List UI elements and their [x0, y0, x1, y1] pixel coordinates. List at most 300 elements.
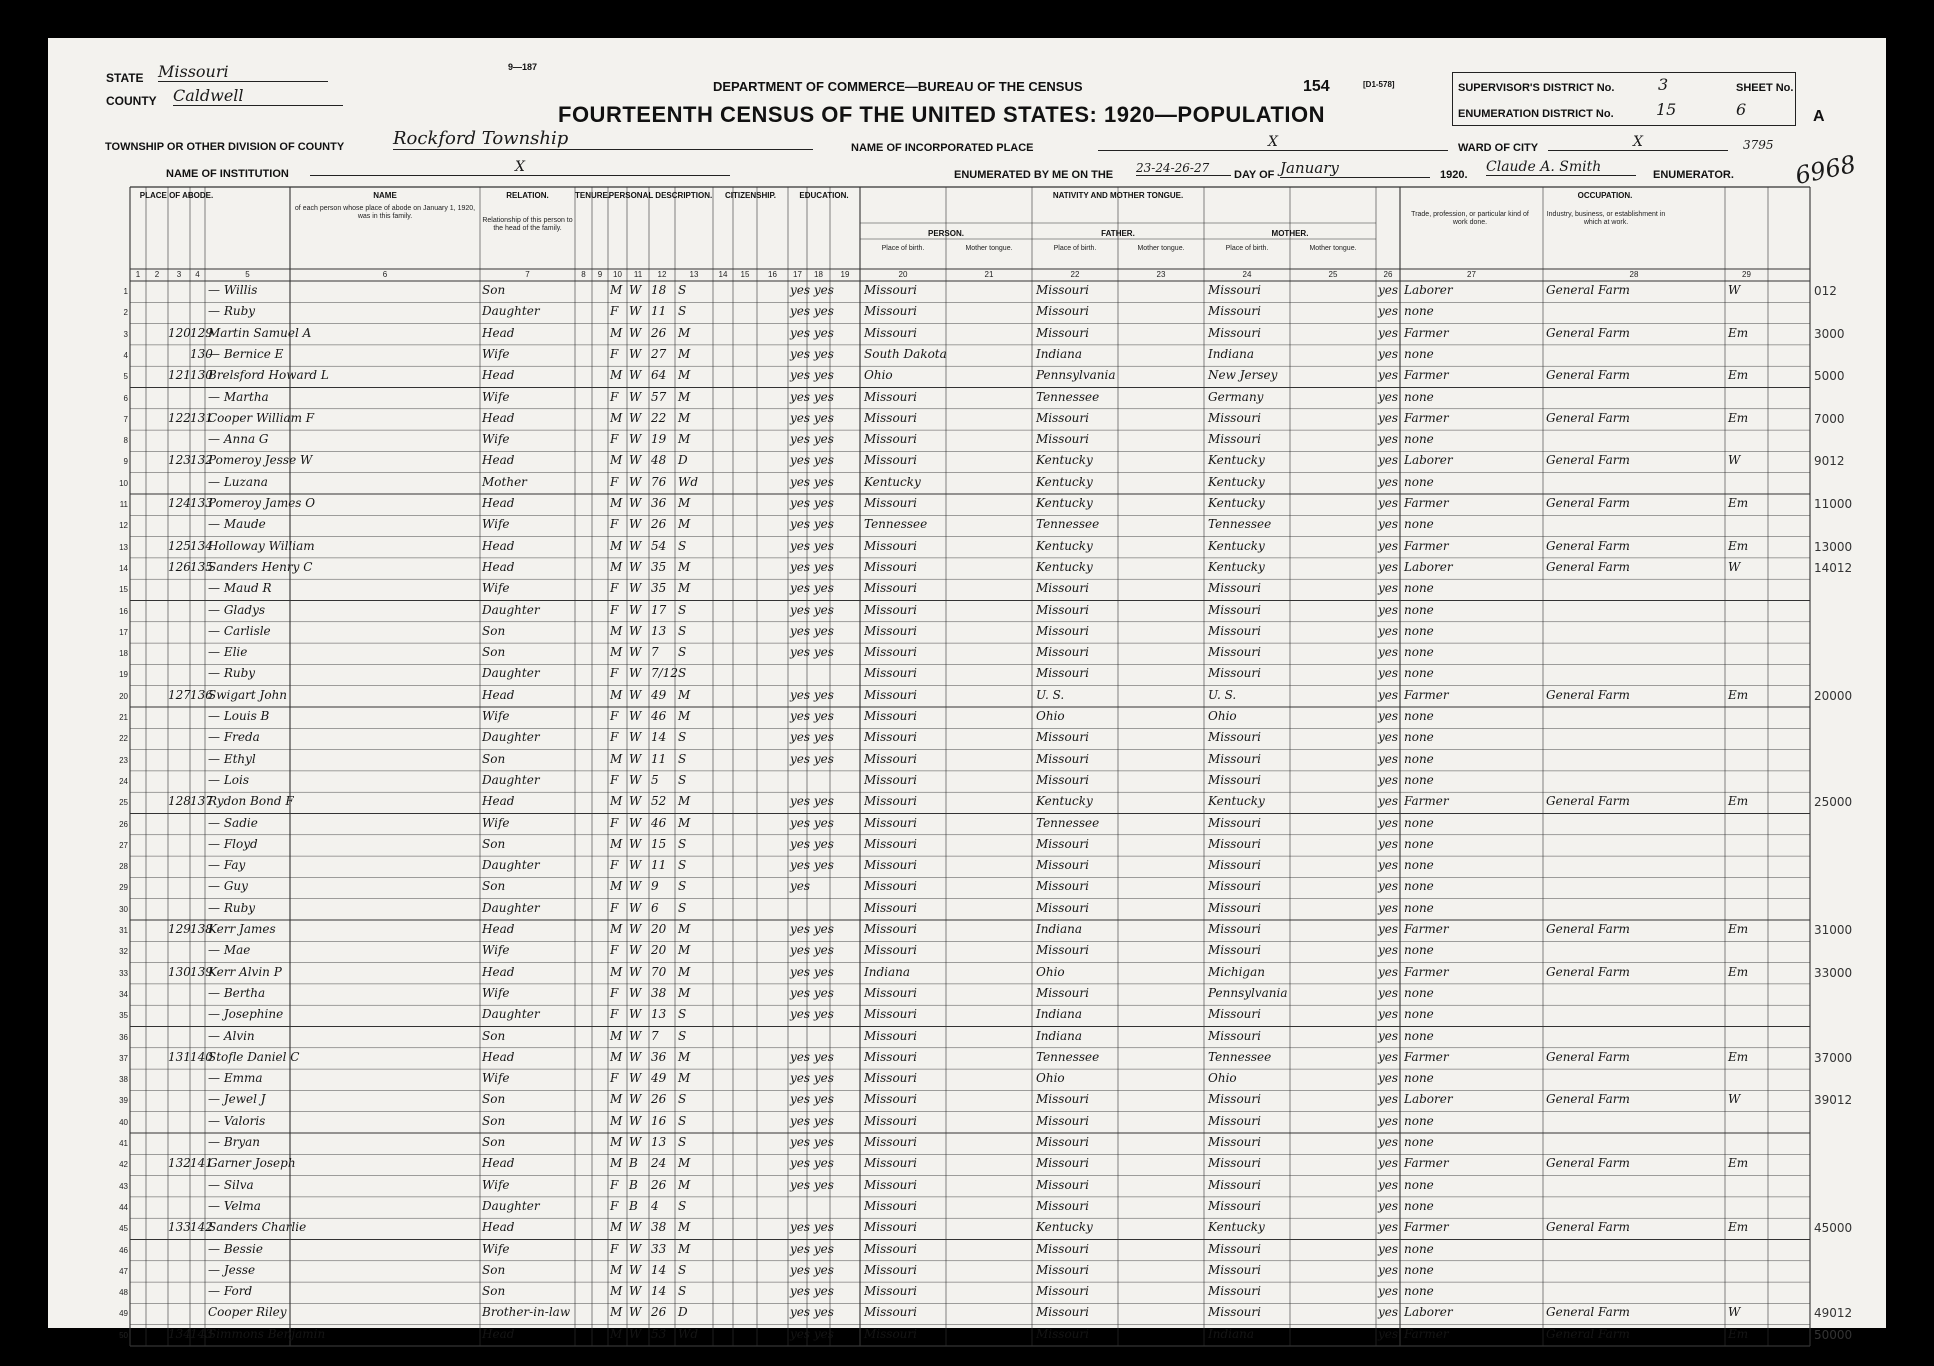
- cell-literacy: yes yes: [790, 858, 834, 873]
- cell-age: 27: [651, 346, 667, 361]
- cell-industry: General Farm: [1546, 1156, 1630, 1171]
- cell-industry: General Farm: [1546, 325, 1630, 340]
- cell-occupation: none: [1404, 1284, 1434, 1299]
- census-table: [119, 187, 1884, 1342]
- cell-literacy: yes yes: [790, 304, 834, 319]
- cell-industry: General Farm: [1546, 922, 1630, 936]
- header-father-pob: Place of birth.: [1053, 245, 1097, 252]
- cell-occupation: none: [1404, 751, 1434, 766]
- cell-literacy: yes yes: [790, 1007, 834, 1022]
- cell-industry: General Farm: [1546, 496, 1630, 510]
- cell-race: W: [629, 346, 642, 361]
- cell-age: 20: [651, 943, 667, 958]
- cell-relation: Head: [482, 559, 515, 574]
- cell-occupation: Farmer: [1404, 496, 1449, 510]
- cell-relation: Wife: [482, 389, 510, 404]
- row-number: 31: [119, 926, 128, 935]
- enumerator-label: ENUMERATOR.: [1653, 169, 1734, 181]
- cell-relation: Wife: [482, 943, 510, 958]
- cell-age: 13: [651, 1007, 667, 1022]
- cell-industry: General Farm: [1546, 1326, 1630, 1341]
- row-number: 41: [119, 1139, 128, 1148]
- cell-name: Swigart John: [208, 687, 288, 702]
- column-number: 2: [154, 270, 160, 279]
- cell-name: Pomeroy Jesse W: [208, 453, 313, 468]
- cell-mother-birthplace: Missouri: [1208, 1028, 1261, 1043]
- cell-name: Sanders Charlie: [208, 1220, 307, 1235]
- column-number: 23: [1156, 270, 1166, 279]
- township-label: TOWNSHIP OR OTHER DIVISION OF COUNTY: [105, 141, 345, 153]
- cell-mother-birthplace: Missouri: [1208, 410, 1261, 425]
- cell-literacy: yes yes: [790, 283, 834, 297]
- group-mother: MOTHER.: [1271, 229, 1309, 238]
- cell-sex: M: [610, 410, 623, 425]
- cell-mother-birthplace: Kentucky: [1208, 474, 1265, 489]
- cell-birthplace: Missouri: [864, 453, 917, 468]
- cell-dwelling: 134: [168, 1326, 191, 1341]
- cell-marital: M: [678, 794, 691, 809]
- cell-father-birthplace: Missouri: [1036, 900, 1089, 915]
- cell-relation: Wife: [482, 517, 510, 532]
- cell-father-birthplace: Kentucky: [1036, 1220, 1093, 1235]
- cell-marital: S: [678, 900, 687, 915]
- cell-relation: Daughter: [482, 666, 540, 681]
- cell-relation: Head: [482, 496, 515, 510]
- cell-birthplace: Tennessee: [864, 517, 928, 532]
- cell-mother-birthplace: Missouri: [1208, 1092, 1261, 1107]
- cell-sex: M: [610, 1326, 623, 1341]
- column-number: 17: [793, 270, 802, 279]
- row-number: 23: [119, 755, 128, 765]
- cell-english: yes: [1378, 709, 1399, 723]
- cell-father-birthplace: Missouri: [1036, 985, 1089, 1000]
- cell-literacy: yes yes: [790, 1071, 834, 1086]
- cell-mother-birthplace: Tennessee: [1208, 1049, 1272, 1064]
- cell-father-birthplace: Missouri: [1036, 1326, 1089, 1341]
- cell-mother-birthplace: Missouri: [1208, 581, 1261, 596]
- cell-relation: Head: [482, 325, 515, 340]
- cell-father-birthplace: Missouri: [1036, 325, 1089, 340]
- cell-class: Em: [1728, 496, 1749, 510]
- cell-occupation: none: [1404, 666, 1434, 681]
- cell-literacy: yes yes: [790, 602, 834, 617]
- row-number: 10: [119, 478, 128, 488]
- day-of-label: DAY OF: [1234, 169, 1275, 181]
- cell-sex: F: [610, 666, 619, 681]
- cell-literacy: yes yes: [790, 538, 834, 553]
- cell-name: — Lois: [208, 772, 250, 787]
- enumerated-days: 23-24-26-27: [1136, 161, 1231, 176]
- cell-sex: F: [610, 1007, 619, 1022]
- cell-father-birthplace: Indiana: [1036, 922, 1083, 936]
- column-number: 8: [581, 270, 586, 279]
- cell-race: W: [629, 517, 642, 532]
- cell-occupation: Laborer: [1404, 453, 1453, 468]
- cell-name: Sanders Henry C: [208, 559, 313, 574]
- cell-name: — Willis: [208, 283, 258, 297]
- column-number: 21: [984, 270, 994, 279]
- cell-birthplace: Missouri: [864, 325, 917, 340]
- margin-number: 14012: [1814, 560, 1853, 575]
- cell-age: 26: [651, 325, 667, 340]
- cell-occupation: none: [1404, 346, 1434, 361]
- cell-literacy: yes yes: [790, 623, 834, 638]
- cell-occupation: Farmer: [1404, 410, 1449, 425]
- form-id: [D1-578]: [1363, 80, 1395, 89]
- cell-industry: General Farm: [1546, 453, 1630, 468]
- cell-birthplace: Missouri: [864, 1177, 917, 1192]
- margin-number: 33000: [1814, 965, 1853, 980]
- cell-occupation: none: [1404, 1113, 1434, 1128]
- cell-occupation: none: [1404, 730, 1434, 745]
- cell-relation: Daughter: [482, 772, 540, 787]
- margin-number: 7000: [1814, 411, 1845, 426]
- cell-literacy: yes yes: [790, 432, 834, 447]
- cell-industry: General Farm: [1546, 1049, 1630, 1064]
- cell-mother-birthplace: Kentucky: [1208, 1220, 1265, 1235]
- cell-family: 135: [190, 559, 213, 574]
- cell-english: yes: [1378, 474, 1399, 489]
- department-label: DEPARTMENT OF COMMERCE—BUREAU OF THE CENSUS: [713, 79, 1083, 94]
- column-number: 26: [1383, 270, 1393, 279]
- cell-birthplace: Missouri: [864, 602, 917, 617]
- row-number: 21: [119, 713, 128, 722]
- row-number: 40: [119, 1117, 128, 1127]
- cell-marital: M: [678, 368, 691, 383]
- cell-sex: F: [610, 389, 619, 404]
- cell-father-birthplace: Indiana: [1036, 1028, 1083, 1043]
- cell-marital: M: [678, 1177, 691, 1192]
- cell-occupation: none: [1404, 1071, 1434, 1086]
- group-personal: PERSONAL DESCRIPTION.: [608, 191, 713, 200]
- cell-birthplace: Missouri: [864, 1049, 917, 1064]
- cell-age: 54: [651, 538, 667, 553]
- cell-father-birthplace: Tennessee: [1036, 815, 1100, 830]
- cell-sex: M: [610, 1284, 623, 1299]
- cell-name: Simmons Benjamin: [208, 1326, 326, 1341]
- row-number: 8: [123, 436, 128, 446]
- cell-dwelling: 129: [168, 922, 191, 936]
- cell-age: 38: [651, 1220, 667, 1235]
- row-number: 33: [119, 968, 128, 978]
- column-number: 7: [525, 270, 530, 279]
- cell-sex: F: [610, 772, 619, 787]
- cell-literacy: yes yes: [790, 964, 834, 979]
- cell-birthplace: Missouri: [864, 1135, 917, 1149]
- row-number: 32: [119, 947, 128, 957]
- cell-class: Em: [1728, 1156, 1749, 1171]
- cell-birthplace: Missouri: [864, 581, 917, 596]
- cell-name: — Ruby: [208, 666, 256, 681]
- cell-relation: Wife: [482, 709, 510, 723]
- cell-literacy: yes yes: [790, 687, 834, 702]
- cell-sex: F: [610, 943, 619, 958]
- cell-relation: Daughter: [482, 602, 540, 617]
- cell-birthplace: Missouri: [864, 645, 917, 660]
- cell-age: 14: [651, 730, 667, 745]
- cell-english: yes: [1378, 687, 1399, 702]
- cell-english: yes: [1378, 1049, 1399, 1064]
- cell-mother-birthplace: Missouri: [1208, 1241, 1261, 1256]
- cell-occupation: none: [1404, 879, 1434, 894]
- group-person: PERSON.: [927, 229, 964, 238]
- row-number: 6: [123, 393, 128, 403]
- cell-class: Em: [1728, 368, 1749, 383]
- cell-occupation: Laborer: [1404, 1305, 1453, 1320]
- row-number: 19: [119, 670, 128, 680]
- cell-occupation: none: [1404, 709, 1434, 723]
- cell-name: — Alvin: [208, 1028, 255, 1043]
- cell-marital: S: [678, 1028, 687, 1043]
- cell-marital: M: [678, 559, 691, 574]
- row-number: 15: [119, 585, 128, 595]
- cell-birthplace: Missouri: [864, 304, 917, 319]
- cell-literacy: yes yes: [790, 1092, 834, 1107]
- cell-age: 76: [651, 474, 667, 489]
- cell-father-birthplace: Missouri: [1036, 730, 1089, 745]
- cell-english: yes: [1378, 432, 1399, 447]
- cell-relation: Son: [482, 879, 506, 894]
- column-number: 10: [613, 270, 622, 279]
- cell-english: yes: [1378, 581, 1399, 596]
- cell-name: — Mae: [208, 943, 251, 958]
- cell-occupation: none: [1404, 432, 1434, 447]
- cell-race: W: [629, 602, 642, 617]
- cell-occupation: none: [1404, 581, 1434, 596]
- cell-name: — Silva: [208, 1177, 254, 1192]
- cell-sex: F: [610, 730, 619, 745]
- cell-marital: S: [678, 1135, 687, 1149]
- cell-occupation: none: [1404, 836, 1434, 851]
- cell-sex: M: [610, 496, 623, 510]
- cell-birthplace: Missouri: [864, 432, 917, 447]
- cell-industry: General Farm: [1546, 283, 1630, 297]
- cell-mother-birthplace: Missouri: [1208, 1305, 1261, 1320]
- cell-father-birthplace: Missouri: [1036, 410, 1089, 425]
- cell-occupation: none: [1404, 389, 1434, 404]
- cell-race: W: [629, 1049, 642, 1064]
- cell-marital: D: [678, 453, 688, 468]
- cell-race: W: [629, 900, 642, 915]
- column-number: 27: [1467, 270, 1476, 279]
- cell-class: Em: [1728, 922, 1749, 936]
- cell-name: — Carlisle: [208, 623, 271, 638]
- cell-mother-birthplace: Kentucky: [1208, 559, 1265, 574]
- cell-age: 13: [651, 1135, 667, 1149]
- margin-number: 11000: [1814, 497, 1853, 511]
- cell-marital: S: [678, 602, 687, 617]
- incorporated-label: NAME OF INCORPORATED PLACE: [851, 142, 1034, 154]
- cell-race: W: [629, 1284, 642, 1299]
- margin-number: 012: [1814, 284, 1837, 298]
- cell-father-birthplace: Ohio: [1036, 709, 1065, 723]
- cell-birthplace: Missouri: [864, 1198, 917, 1213]
- column-number: 13: [689, 270, 699, 279]
- cell-dwelling: 128: [168, 794, 191, 809]
- cell-marital: M: [678, 1071, 691, 1086]
- cell-sex: M: [610, 368, 623, 383]
- cell-marital: S: [678, 1262, 687, 1277]
- cell-marital: S: [678, 666, 687, 681]
- cell-sex: M: [610, 453, 623, 468]
- cell-family: 142: [190, 1220, 213, 1235]
- cell-father-birthplace: Missouri: [1036, 772, 1089, 787]
- cell-occupation: none: [1404, 602, 1434, 617]
- cell-class: W: [1728, 453, 1741, 468]
- cell-marital: S: [678, 538, 687, 553]
- cell-birthplace: South Dakota: [864, 346, 947, 361]
- cell-sex: M: [610, 794, 623, 809]
- row-number: 37: [119, 1053, 128, 1063]
- row-number: 48: [119, 1288, 128, 1298]
- cell-literacy: yes yes: [790, 1305, 834, 1320]
- column-number: 4: [195, 270, 200, 279]
- cell-english: yes: [1378, 1241, 1399, 1256]
- group-father: FATHER.: [1101, 229, 1135, 238]
- column-number: 18: [814, 270, 823, 279]
- cell-english: yes: [1378, 346, 1399, 361]
- row-number: 36: [119, 1032, 128, 1042]
- cell-race: W: [629, 709, 642, 723]
- cell-race: W: [629, 368, 642, 383]
- cell-age: 11: [651, 858, 667, 873]
- stamp-number: 3795: [1743, 138, 1774, 152]
- cell-race: W: [629, 1262, 642, 1277]
- cell-race: W: [629, 559, 642, 574]
- cell-mother-birthplace: Indiana: [1208, 1326, 1255, 1341]
- cell-birthplace: Missouri: [864, 836, 917, 851]
- cell-family: 129: [190, 325, 213, 340]
- cell-relation: Son: [482, 1113, 506, 1128]
- cell-sex: M: [610, 623, 623, 638]
- cell-father-birthplace: Missouri: [1036, 1262, 1089, 1277]
- cell-marital: M: [678, 346, 691, 361]
- cell-english: yes: [1378, 836, 1399, 851]
- page-title: FOURTEENTH CENSUS OF THE UNITED STATES: 1920—POPULATION: [558, 102, 1326, 127]
- group-relation: RELATION.: [506, 191, 549, 200]
- cell-race: W: [629, 815, 642, 830]
- cell-dwelling: 124: [168, 496, 191, 510]
- group-education: EDUCATION.: [799, 191, 849, 200]
- cell-literacy: yes yes: [790, 389, 834, 404]
- cell-age: 17: [651, 602, 667, 617]
- cell-literacy: yes yes: [790, 730, 834, 745]
- row-number: 4: [123, 350, 128, 360]
- cell-family: 143: [190, 1326, 213, 1341]
- cell-name: Kerr James: [208, 922, 276, 936]
- row-number: 44: [119, 1202, 128, 1212]
- cell-race: W: [629, 432, 642, 447]
- cell-mother-birthplace: Missouri: [1208, 1262, 1261, 1277]
- cell-father-birthplace: Missouri: [1036, 1156, 1089, 1171]
- cell-father-birthplace: Missouri: [1036, 1284, 1089, 1299]
- cell-class: W: [1728, 1092, 1741, 1107]
- cell-relation: Wife: [482, 581, 510, 596]
- cell-dwelling: 127: [168, 687, 191, 702]
- cell-relation: Daughter: [482, 1198, 540, 1213]
- cell-family: 139: [190, 964, 213, 979]
- cell-english: yes: [1378, 496, 1399, 510]
- cell-class: Em: [1728, 538, 1749, 553]
- cell-race: W: [629, 666, 642, 681]
- cell-occupation: Laborer: [1404, 559, 1453, 574]
- cell-race: W: [629, 538, 642, 553]
- row-number: 13: [119, 542, 128, 552]
- cell-occupation: Farmer: [1404, 1326, 1449, 1341]
- cell-sex: F: [610, 900, 619, 915]
- cell-name: — Velma: [208, 1198, 261, 1213]
- cell-english: yes: [1378, 1007, 1399, 1022]
- column-number: 11: [633, 270, 643, 279]
- cell-marital: M: [678, 496, 691, 510]
- cell-name: Holloway William: [208, 538, 315, 553]
- cell-age: 9: [651, 879, 659, 894]
- row-number: 35: [119, 1011, 128, 1021]
- cell-birthplace: Missouri: [864, 1305, 917, 1320]
- cell-english: yes: [1378, 985, 1399, 1000]
- cell-age: 26: [651, 1092, 667, 1107]
- cell-birthplace: Missouri: [864, 1220, 917, 1235]
- cell-dwelling: 132: [168, 1156, 191, 1171]
- cell-marital: M: [678, 922, 691, 936]
- cell-birthplace: Missouri: [864, 772, 917, 787]
- cell-english: yes: [1378, 1156, 1399, 1171]
- cell-age: 26: [651, 1305, 667, 1320]
- cell-race: W: [629, 1007, 642, 1022]
- cell-english: yes: [1378, 794, 1399, 809]
- cell-father-birthplace: Kentucky: [1036, 794, 1093, 809]
- cell-name: — Maude: [208, 517, 266, 532]
- cell-literacy: yes yes: [790, 943, 834, 958]
- cell-relation: Daughter: [482, 1007, 540, 1022]
- cell-industry: General Farm: [1546, 687, 1630, 702]
- sheet-number: 6: [1736, 100, 1747, 119]
- cell-family: 141: [190, 1156, 213, 1171]
- cell-name: — Freda: [208, 730, 260, 745]
- cell-industry: General Farm: [1546, 368, 1630, 383]
- margin-number: 13000: [1814, 539, 1853, 554]
- supervisor-value: 3: [1658, 75, 1669, 94]
- cell-occupation: none: [1404, 1262, 1434, 1277]
- cell-relation: Wife: [482, 815, 510, 830]
- group-nativity: NATIVITY AND MOTHER TONGUE.: [1052, 191, 1184, 200]
- cell-name: Rydon Bond F: [208, 794, 294, 809]
- cell-literacy: yes yes: [790, 1241, 834, 1256]
- cell-class: Em: [1728, 1326, 1749, 1341]
- cell-race: W: [629, 1326, 642, 1341]
- cell-age: 22: [651, 410, 667, 425]
- cell-occupation: none: [1404, 1135, 1434, 1149]
- cell-relation: Wife: [482, 1177, 510, 1192]
- month-value: January: [1280, 159, 1430, 178]
- column-number: 15: [740, 270, 750, 279]
- cell-birthplace: Kentucky: [864, 474, 921, 489]
- ward-label: WARD OF CITY: [1458, 142, 1539, 154]
- cell-father-birthplace: Tennessee: [1036, 517, 1100, 532]
- cell-race: W: [629, 730, 642, 745]
- cell-english: yes: [1378, 751, 1399, 766]
- cell-literacy: yes yes: [790, 751, 834, 766]
- enumeration-label: ENUMERATION DISTRICT No.: [1458, 108, 1614, 120]
- cell-race: W: [629, 751, 642, 766]
- row-number: 24: [119, 776, 128, 786]
- cell-sex: M: [610, 1305, 623, 1320]
- cell-relation: Wife: [482, 432, 510, 447]
- cell-dwelling: 133: [168, 1220, 191, 1235]
- cell-age: 57: [651, 389, 667, 404]
- cell-sex: M: [610, 922, 623, 936]
- cell-marital: S: [678, 836, 687, 851]
